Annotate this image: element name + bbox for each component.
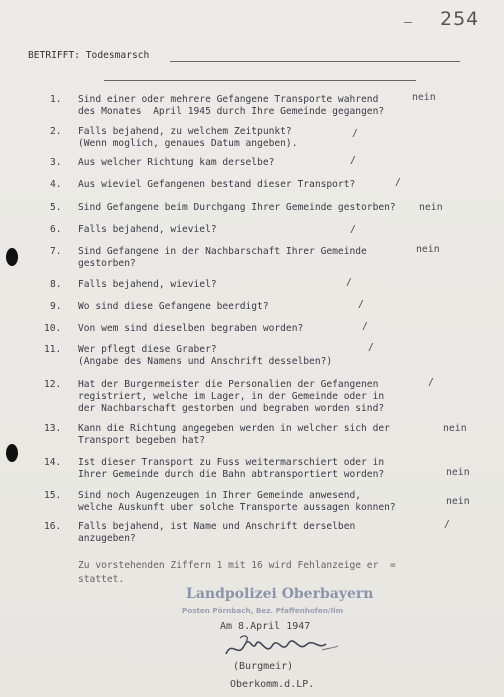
question-text <box>78 179 355 191</box>
question-answer: / <box>350 224 356 235</box>
separator-line <box>104 80 416 81</box>
question-number: 5. <box>50 202 62 213</box>
question-text-line: Von wem sind dieselben begraben worden? <box>78 323 304 334</box>
question-text-line: Aus welcher Richtung kam derselbe? <box>78 157 275 168</box>
question-number: 12. <box>44 379 62 390</box>
question-text <box>78 344 332 368</box>
question-text-line: (Angabe des Namens und Anschrift desselben?) <box>78 356 333 367</box>
question-answer: / <box>358 299 364 310</box>
subject-label: BETRIFFT: <box>28 50 80 61</box>
page-number: 254 <box>440 8 480 30</box>
question-text-line: Sind Gefangene in der Nachbarschaft Ihrer Gemeinde <box>78 246 367 257</box>
question-text-line: Falls bejahend, ist Name und Anschrift derselben <box>78 521 356 532</box>
document-date: Am 8.April 1947 <box>220 621 311 632</box>
question-text <box>78 157 274 169</box>
question-text-line: (Wenn moglich, genaues Datum angeben). <box>78 138 298 149</box>
signature-icon <box>222 632 342 660</box>
question-text-line: Ist dieser Transport zu Fuss weitermarschiert oder in <box>78 457 385 468</box>
question-text-line: Wer pflegt diese Graber? <box>78 344 217 355</box>
subject-value: Todesmarsch <box>85 50 150 61</box>
question-text-line: der Nachbarschaft gestorben und begraben worden sind? <box>78 403 385 414</box>
question-text-line: Kann die Richtung angegeben werden in welcher sich der <box>78 423 390 434</box>
question-answer: nein <box>419 202 443 213</box>
question-text-line: Aus wieviel Gefangenen bestand dieser Transport? <box>78 179 356 190</box>
question-text <box>78 521 355 545</box>
question-text <box>78 279 217 291</box>
question-text-line: des Monates April 1945 durch Ihre Gemeinde gegangen? <box>78 106 385 117</box>
question-text <box>78 490 396 514</box>
question-number: 10. <box>44 323 62 334</box>
question-text <box>78 457 384 481</box>
question-number: 15. <box>44 490 62 501</box>
question-answer: nein <box>446 467 470 478</box>
question-number: 8. <box>50 279 62 290</box>
question-answer: / <box>444 519 450 530</box>
footer-statement-line2: stattet. <box>78 574 125 585</box>
question-text <box>78 423 390 447</box>
question-text <box>78 224 217 236</box>
question-text <box>78 379 384 415</box>
question-number: 4. <box>50 179 62 190</box>
subject-line <box>28 50 149 61</box>
question-text-line: Sind einer oder mehrere Gefangene Transporte wahrend <box>78 94 379 105</box>
question-text-line: Falls bejahend, wieviel? <box>78 224 217 235</box>
question-number: 16. <box>44 521 62 532</box>
signer-title: Oberkomm.d.LP. <box>230 679 315 690</box>
question-number: 2. <box>50 126 62 137</box>
question-answer: nein <box>412 92 436 103</box>
footer-statement-line1: Zu vorstehenden Ziffern 1 mit 16 wird Fehlanzeige er = <box>78 560 396 571</box>
question-answer: / <box>350 155 356 166</box>
signer-name: (Burgmeir) <box>233 661 294 672</box>
question-number: 7. <box>50 246 62 257</box>
question-text-line: Falls bejahend, wieviel? <box>78 279 217 290</box>
question-text <box>78 126 298 150</box>
question-answer: nein <box>446 496 470 507</box>
punch-hole-icon <box>6 248 18 266</box>
question-text-line: Transport begeben hat? <box>78 435 206 446</box>
question-text <box>78 301 269 313</box>
question-text-line: Hat der Burgermeister die Personalien der Gefangenen <box>78 379 379 390</box>
question-answer: / <box>428 377 434 388</box>
question-number: 11. <box>44 344 62 355</box>
question-text-line: welche Auskunft uber solche Transporte aussagen konnen? <box>78 502 396 513</box>
question-number: 13. <box>44 423 62 434</box>
question-answer: / <box>352 128 358 139</box>
question-text-line: Wo sind diese Gefangene beerdigt? <box>78 301 269 312</box>
subject-underline <box>170 61 460 62</box>
stamp-title: Landpolizei Oberbayern <box>186 586 374 602</box>
punch-hole-icon <box>6 444 18 462</box>
question-text-line: Falls bejahend, zu welchem Zeitpunkt? <box>78 126 292 137</box>
question-number: 3. <box>50 157 62 168</box>
question-answer: / <box>346 277 352 288</box>
question-text-line: registriert, welche im Lager, in der Gemeinde oder in <box>78 391 385 402</box>
question-number: 9. <box>50 301 62 312</box>
question-text-line: gestorben? <box>78 258 136 269</box>
question-text-line: anzugeben? <box>78 533 136 544</box>
question-answer: / <box>368 342 374 353</box>
stamp-subtitle: Posten Pörnbach, Bez. Pfaffenhofen/Ilm <box>182 606 344 615</box>
question-text <box>78 202 396 214</box>
question-text <box>78 246 367 270</box>
question-text <box>78 94 384 118</box>
question-text <box>78 323 303 335</box>
question-text-line: Ihrer Gemeinde durch die Bahn abtransportiert worden? <box>78 469 385 480</box>
question-number: 14. <box>44 457 62 468</box>
question-number: 1. <box>50 94 62 105</box>
question-answer: / <box>395 177 401 188</box>
question-answer: nein <box>416 244 440 255</box>
top-dash <box>404 22 412 23</box>
question-text-line: Sind noch Augenzeugen in Ihrer Gemeinde anwesend, <box>78 490 362 501</box>
question-number: 6. <box>50 224 62 235</box>
question-answer: / <box>362 321 368 332</box>
question-answer: nein <box>443 423 467 434</box>
question-text-line: Sind Gefangene beim Durchgang Ihrer Gemeinde gestorben? <box>78 202 396 213</box>
